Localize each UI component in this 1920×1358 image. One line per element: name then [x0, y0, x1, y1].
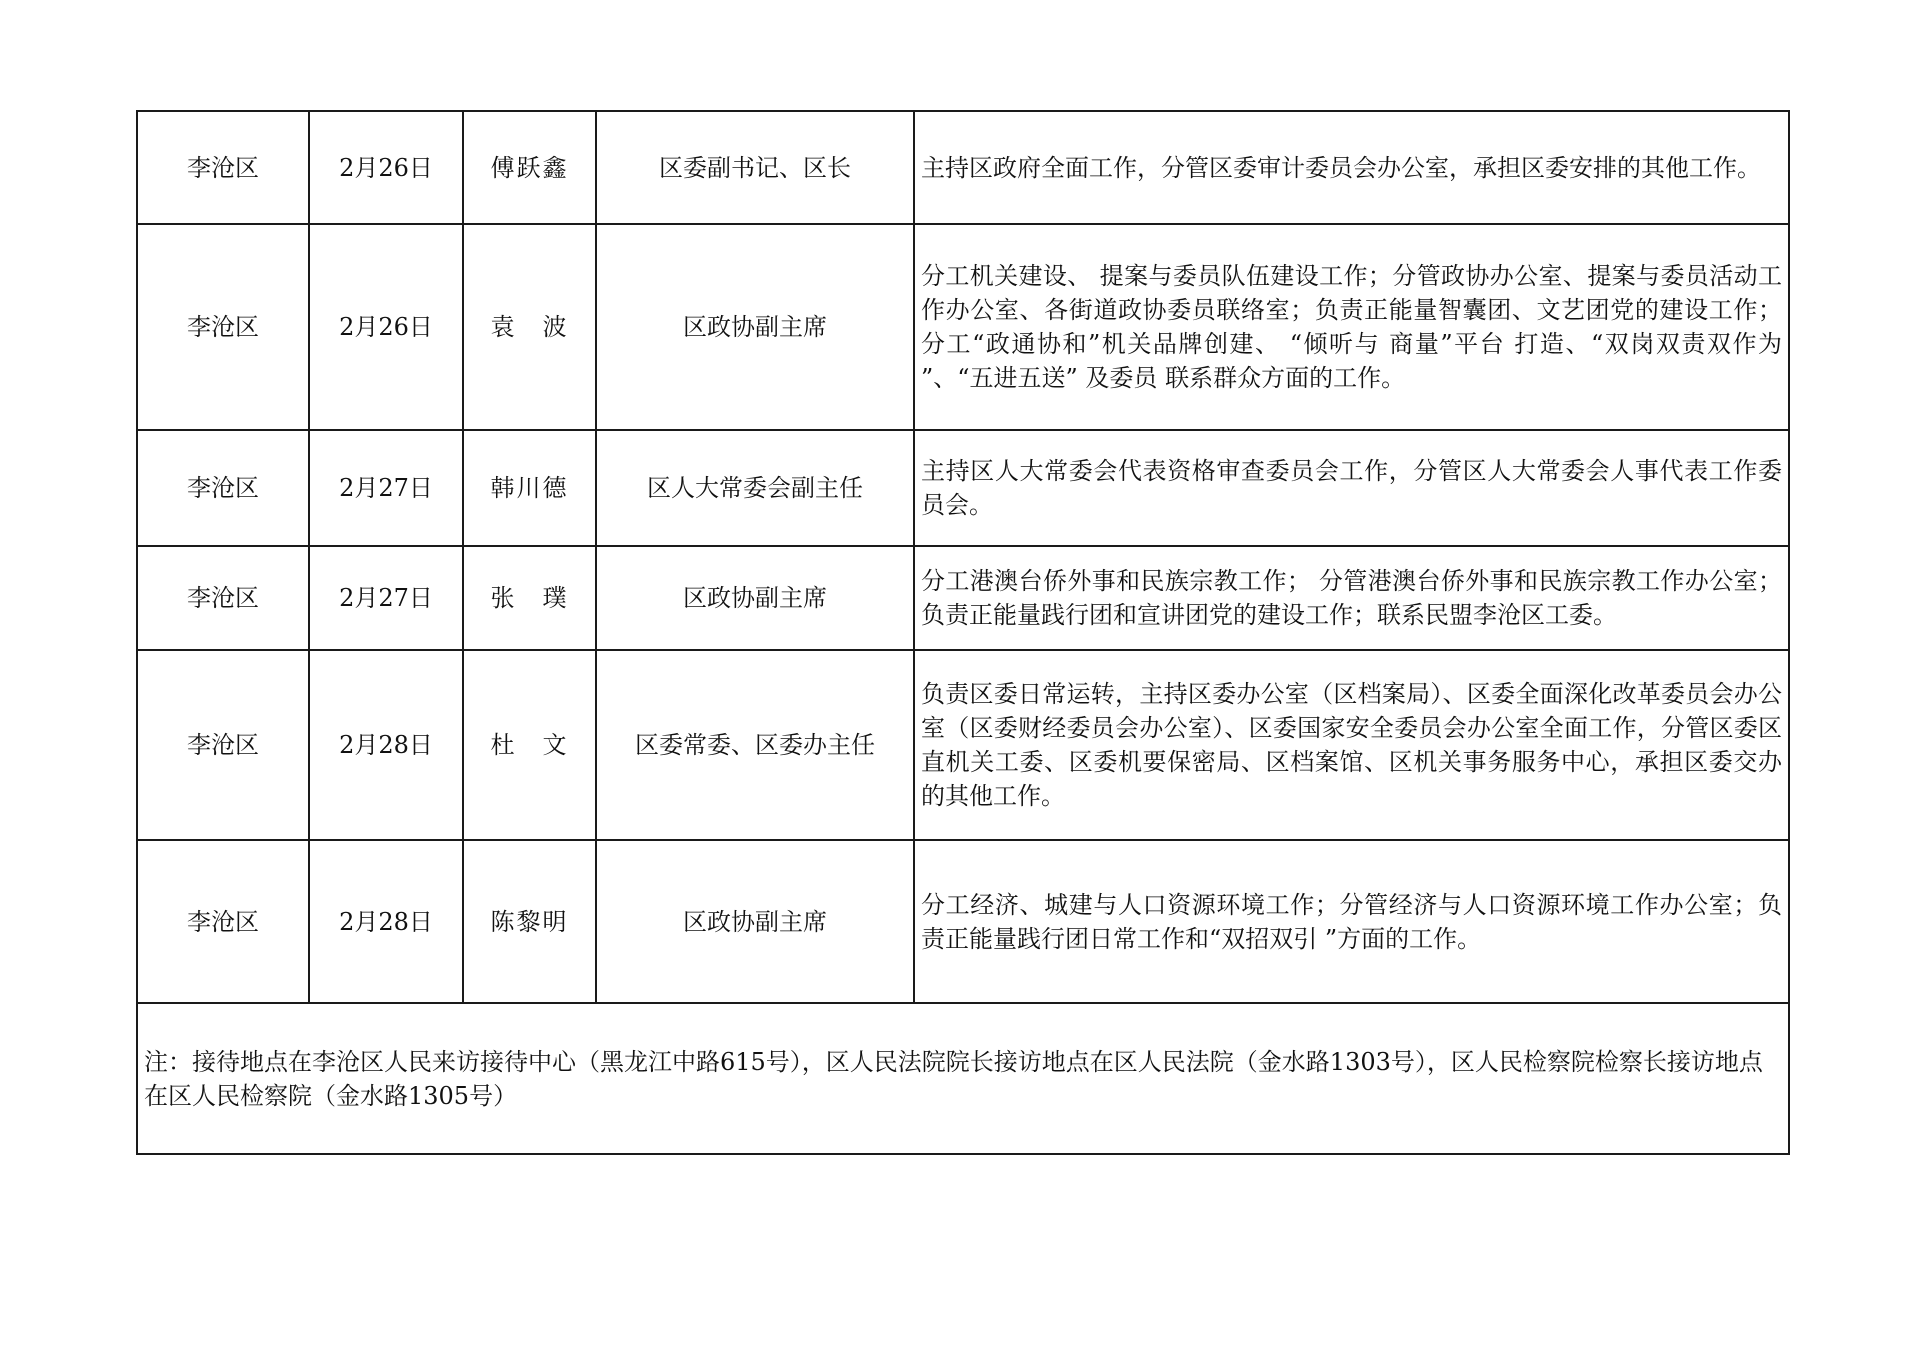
- name-cell: [463, 650, 596, 840]
- duty-text: 分工经济、城建与人口资源环境工作；分管经济与人口资源环境工作办公室；负责正能量践行团日常工作和“双招双引 ”方面的工作。: [921, 890, 1782, 953]
- date-cell: 2月28日: [309, 840, 463, 1003]
- reception-schedule-table: [136, 110, 1790, 1155]
- name-cell: [463, 546, 596, 650]
- district-cell: 李沧区: [137, 650, 309, 840]
- table-row: [137, 224, 1789, 430]
- name-cell: [463, 111, 596, 224]
- district-cell: 李沧区: [137, 430, 309, 546]
- duty-cell: [914, 111, 1789, 224]
- duty-text: 分工机关建设、 提案与委员队伍建设工作；分管政协办公室、提案与委员活动工作办公室、各街道政协委员联络室；负责正能量智囊团、文艺团党的建设工作；分工“政通协和”机关品牌创建、 “倾听与 商量”平台 打造、“双岗双责双作为 ”、“五进五送” 及委员 联系群众方面的工作。: [921, 262, 1782, 392]
- official-name: 张 璞: [490, 584, 569, 612]
- table-row: [137, 650, 1789, 840]
- official-name: 袁 波: [490, 313, 569, 341]
- position-cell: 区政协副主席: [596, 840, 914, 1003]
- note-text: 注：接待地点在李沧区人民来访接待中心（黑龙江中路615号），区人民法院院长接访地点在区人民法院（金水路1303号），区人民检察院检察长接访地点在区人民检察院（金水路1305号）: [144, 1047, 1763, 1110]
- table-row: [137, 546, 1789, 650]
- duty-cell: [914, 650, 1789, 840]
- district-cell: 李沧区: [137, 111, 309, 224]
- table-row: [137, 840, 1789, 1003]
- position-cell: 区政协副主席: [596, 224, 914, 430]
- district-cell: 李沧区: [137, 546, 309, 650]
- position-cell: 区政协副主席: [596, 546, 914, 650]
- official-name: 韩川德: [490, 474, 569, 502]
- table-row: [137, 430, 1789, 546]
- name-cell: [463, 430, 596, 546]
- official-name: 傅跃鑫: [490, 153, 569, 182]
- table-row: [137, 111, 1789, 224]
- official-name: 陈黎明: [490, 907, 569, 936]
- duty-text: 主持区政府全面工作，分管区委审计委员会办公室，承担区委安排的其他工作。: [921, 153, 1761, 182]
- duty-cell: [914, 546, 1789, 650]
- note-cell: [137, 1003, 1789, 1154]
- date-cell: 2月28日: [309, 650, 463, 840]
- note-row: [137, 1003, 1789, 1154]
- position-cell: 区人大常委会副主任: [596, 430, 914, 546]
- date-cell: 2月26日: [309, 224, 463, 430]
- duty-cell: [914, 840, 1789, 1003]
- position-cell: 区委副书记、区长: [596, 111, 914, 224]
- duty-cell: [914, 224, 1789, 430]
- position-cell: 区委常委、区委办主任: [596, 650, 914, 840]
- duty-text: 主持区人大常委会代表资格审查委员会工作，分管区人大常委会人事代表工作委员会。: [921, 457, 1782, 519]
- name-cell: [463, 840, 596, 1003]
- date-cell: 2月27日: [309, 546, 463, 650]
- date-cell: 2月27日: [309, 430, 463, 546]
- district-cell: 李沧区: [137, 224, 309, 430]
- duty-text: 负责区委日常运转，主持区委办公室（区档案局）、区委全面深化改革委员会办公室（区委财经委员会办公室）、区委国家安全委员会办公室全面工作，分管区委区直机关工委、区委机要保密局、区档案馆、区机关事务服务中心，承担区委交办的其他工作。: [921, 680, 1782, 810]
- name-cell: [463, 224, 596, 430]
- duty-text: 分工港澳台侨外事和民族宗教工作； 分管港澳台侨外事和民族宗教工作办公室；负责正能量践行团和宣讲团党的建设工作；联系民盟李沧区工委。: [921, 567, 1782, 629]
- date-cell: 2月26日: [309, 111, 463, 224]
- duty-cell: [914, 430, 1789, 546]
- official-name: 杜 文: [490, 731, 569, 759]
- district-cell: 李沧区: [137, 840, 309, 1003]
